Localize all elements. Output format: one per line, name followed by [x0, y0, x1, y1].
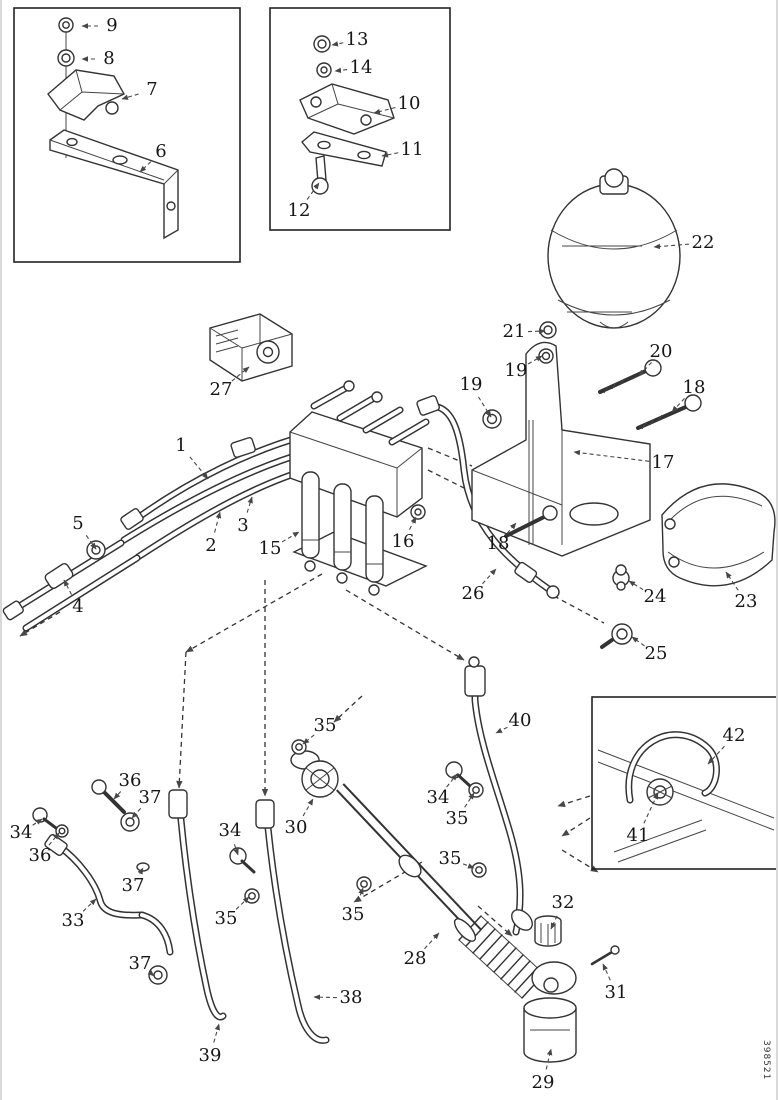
callout-27: 27: [209, 379, 233, 400]
bushing-32: [535, 916, 561, 946]
nut-19-left: [483, 410, 501, 428]
leader-line-35: [465, 793, 474, 807]
callout-36: 36: [118, 770, 142, 791]
callout-6: 6: [155, 141, 167, 162]
callout-24: 24: [643, 586, 667, 607]
clamp-23: [662, 484, 775, 586]
bolt-34-b: [230, 848, 254, 872]
leader-line-31: [603, 964, 610, 980]
callout-30: 30: [284, 817, 308, 838]
leader-line-26: [482, 569, 496, 584]
callout-34: 34: [218, 820, 242, 841]
callout-32: 32: [551, 892, 575, 913]
bolt-34-a: [446, 762, 470, 786]
diagram-svg: [2, 0, 778, 1100]
callout-37: 37: [128, 953, 152, 974]
bolt-20: [600, 360, 661, 393]
callout-17: 17: [651, 452, 675, 473]
nut-35-c: [472, 863, 486, 877]
callout-11: 11: [400, 139, 424, 160]
plate-11: [302, 132, 386, 166]
callout-35: 35: [214, 908, 238, 929]
callout-36: 36: [28, 845, 52, 866]
callout-28: 28: [403, 948, 427, 969]
leader-line-21: [528, 331, 545, 332]
callout-42: 42: [722, 725, 746, 746]
nut-13: [314, 36, 330, 52]
callout-18: 18: [486, 533, 510, 554]
leader-line-2: [215, 512, 220, 532]
leader-line-30: [303, 799, 313, 816]
callout-34: 34: [426, 787, 450, 808]
callout-15: 15: [258, 538, 282, 559]
callout-1: 1: [175, 435, 187, 456]
inset-box-brackets-left: [14, 8, 240, 262]
callout-29: 29: [531, 1072, 555, 1093]
fitting-25: [602, 624, 632, 647]
bolt-12: [312, 156, 328, 194]
fitting-16: [411, 505, 425, 519]
callout-33: 33: [61, 910, 85, 931]
bracket-7: [48, 70, 124, 120]
leader-line-14: [335, 70, 347, 71]
callout-22: 22: [691, 232, 715, 253]
leader-line-36: [114, 791, 121, 799]
callout-23: 23: [734, 591, 758, 612]
callout-19: 19: [504, 360, 528, 381]
callout-40: 40: [508, 710, 532, 731]
callout-20: 20: [649, 341, 673, 362]
callout-3: 3: [237, 515, 249, 536]
fitting-24: [613, 565, 629, 590]
callout-4: 4: [72, 596, 84, 617]
callout-18: 18: [682, 377, 706, 398]
nut-36-left: [56, 825, 68, 837]
callout-12: 12: [287, 200, 311, 221]
callout-21: 21: [502, 321, 526, 342]
callout-34: 34: [9, 822, 33, 843]
leader-line-35: [463, 864, 474, 868]
leader-line-15: [282, 532, 299, 542]
leader-line-35: [236, 897, 249, 909]
bracket-17: [472, 342, 650, 556]
hose-39: [169, 790, 223, 1017]
elbow-30: [291, 751, 338, 797]
callout-14: 14: [349, 57, 373, 78]
nut-35-a: [292, 740, 306, 754]
callout-2: 2: [205, 535, 217, 556]
leader-line-38: [314, 997, 337, 998]
figure-code: 398521: [761, 1040, 771, 1081]
callout-38: 38: [339, 987, 363, 1008]
callout-35: 35: [341, 904, 365, 925]
bolt-18-right: [638, 395, 701, 429]
leader-line-25: [632, 637, 645, 646]
leader-line-39: [214, 1024, 219, 1043]
callout-5: 5: [72, 513, 84, 534]
callout-35: 35: [438, 848, 462, 869]
nut-9: [59, 18, 73, 32]
accumulator-22: [548, 169, 680, 328]
nut-35-e: [245, 889, 259, 903]
callout-10: 10: [397, 93, 421, 114]
callout-39: 39: [198, 1045, 222, 1066]
leader-line-28: [424, 933, 439, 949]
inset-box-hose-loop: [592, 697, 777, 869]
nut-35-b: [469, 783, 483, 797]
callout-37: 37: [138, 787, 162, 808]
connector-27: [210, 314, 292, 381]
leader-line-13: [332, 43, 343, 45]
washer-14: [317, 63, 331, 77]
nut-21: [540, 322, 556, 338]
leader-line-24: [629, 581, 643, 590]
leader-line-3: [247, 497, 252, 513]
nut-35-d: [357, 877, 371, 891]
leader-line-40: [496, 727, 507, 733]
callout-35: 35: [313, 715, 337, 736]
valve-manifold-15: [290, 381, 426, 595]
ball-joint-housing: [532, 962, 576, 994]
leader-line-33: [83, 899, 96, 911]
tube-4-5: [2, 541, 137, 628]
callout-16: 16: [391, 531, 415, 552]
leader-line-7: [122, 94, 139, 99]
callout-25: 25: [644, 643, 668, 664]
bolt-34-left: [33, 808, 56, 828]
callout-9: 9: [106, 15, 118, 36]
callout-35: 35: [445, 808, 469, 829]
fitting-41: [647, 779, 673, 805]
callout-31: 31: [604, 982, 628, 1003]
nut-5: [87, 541, 105, 559]
callout-37: 37: [121, 875, 145, 896]
callout-41: 41: [626, 825, 650, 846]
bracket-10: [300, 84, 394, 134]
callout-13: 13: [345, 29, 369, 50]
callout-26: 26: [461, 583, 485, 604]
callout-19: 19: [459, 374, 483, 395]
bolt-31: [592, 946, 619, 964]
callout-8: 8: [103, 48, 115, 69]
callout-7: 7: [146, 79, 158, 100]
nut-8: [58, 50, 74, 66]
clamp-37-upper: [121, 813, 139, 831]
